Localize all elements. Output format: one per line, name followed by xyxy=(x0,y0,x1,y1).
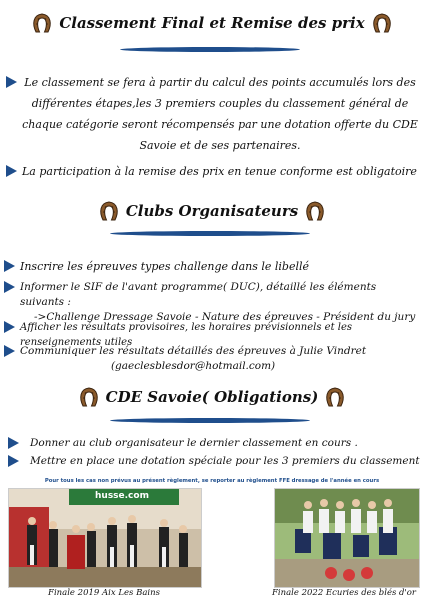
horseshoe-icon xyxy=(31,12,53,34)
arrow-bullet-icon xyxy=(4,281,15,293)
horseshoe-icon xyxy=(98,200,120,222)
photo-finale-2019-image xyxy=(9,489,201,587)
photo-finale-2022-image xyxy=(275,489,419,587)
arrow-bullet-icon xyxy=(4,321,15,333)
divider-stroke xyxy=(109,418,311,423)
classement-heading xyxy=(0,12,424,34)
divider-stroke xyxy=(119,47,301,52)
photo-finale-2022 xyxy=(274,488,420,588)
clubs-heading xyxy=(0,200,424,222)
cde-heading xyxy=(0,386,424,408)
arrow-bullet-icon xyxy=(6,165,17,177)
clubs-bullet-1: Inscrire les épreuves types challenge dans le libellé xyxy=(4,259,420,274)
horseshoe-icon xyxy=(324,386,346,408)
classement-paragraph-2: La participation à la remise des prix en tenue conforme est obligatoire xyxy=(6,164,418,179)
cde-bullet-2: Mettre en place une dotation spéciale pour les 3 premiers du classement xyxy=(8,454,420,469)
regulation-note: Pour tous les cas non prévus au présent règlement, se reporter au règlement FFE dressage de l'année en cours xyxy=(44,478,380,484)
clubs-bullet-4: Communiquer les résultats détaillés des épreuves à Julie Vindret (gaeclesblesdor@hotmail.com) xyxy=(4,344,420,374)
banner-text: husse.com xyxy=(95,491,149,501)
arrow-bullet-icon xyxy=(8,455,19,467)
horseshoe-icon xyxy=(78,386,100,408)
classement-title: Classement Final et Remise des prix xyxy=(59,14,365,32)
arrow-bullet-icon xyxy=(8,437,19,449)
clubs-bullet-2: Informer le SIF de l'avant programme( DUC), détaillé les éléments suivants : ->Challenge Dressage Savoie - Nature des épreuves - Président du jury xyxy=(4,280,420,325)
classement-paragraph-1: Le classement se fera à partir du calcul des points accumulés lors des différentes étapes,les 3 premiers couples du classement général de chaque catégorie seront récompensés par une dotation offerte du CDE Savoie et de ses partenaires. xyxy=(6,72,418,156)
clubs-title: Clubs Organisateurs xyxy=(125,202,299,220)
arrow-bullet-icon xyxy=(4,260,15,272)
photo-caption-left: Finale 2019 Aix Les Bains xyxy=(48,588,160,598)
horseshoe-icon xyxy=(371,12,393,34)
divider-stroke xyxy=(109,231,311,236)
arrow-bullet-icon xyxy=(6,76,17,88)
clubs-bullet-3: Afficher les résultats provisoires, les horaires prévisionnels et les renseignements utiles xyxy=(4,320,420,350)
cde-bullet-1: Donner au club organisateur le dernier classement en cours . xyxy=(8,436,420,451)
horseshoe-icon xyxy=(304,200,326,222)
photo-finale-2019 xyxy=(8,488,202,588)
cde-title: CDE Savoie( Obligations) xyxy=(105,388,319,406)
photo-caption-right: Finale 2022 Ecuries des blés d'or xyxy=(271,588,416,598)
arrow-bullet-icon xyxy=(4,345,15,357)
